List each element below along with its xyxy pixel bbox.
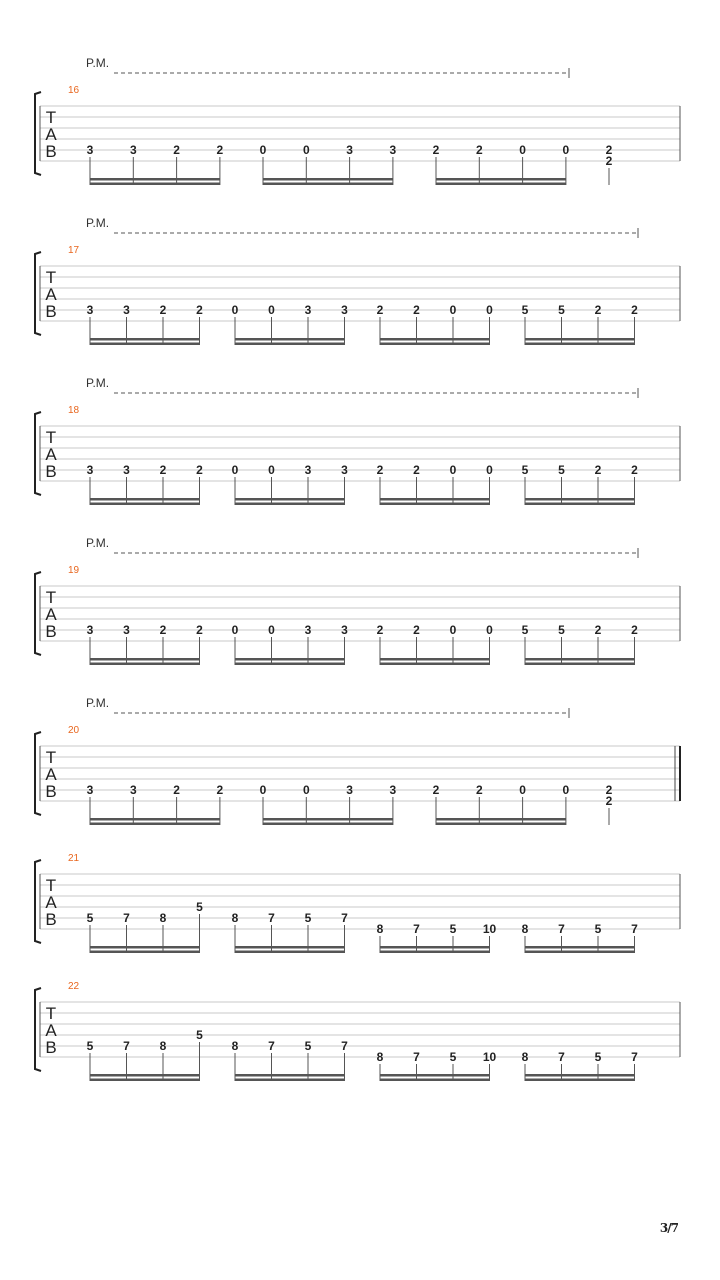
fret-number: 8 [231,911,239,925]
staff-system-21 [35,853,680,953]
beam-secondary [525,343,635,346]
fret-number: 5 [521,463,529,477]
fret-number: 8 [376,1050,384,1064]
fret-number: 7 [631,922,638,936]
fret-number: 0 [449,303,457,317]
fret-number: 2 [216,143,224,157]
fret-number: 7 [413,922,420,936]
beam-primary [90,946,200,949]
tab-letter: B [45,302,57,321]
fret-number: 0 [486,623,493,637]
fret-number: 5 [449,1050,457,1064]
tab-letter: B [45,142,57,161]
page-number: 3/7 [659,1221,678,1235]
fret-number: 2 [594,303,602,317]
beam-primary [90,1074,200,1077]
fret-number: 5 [304,1039,312,1053]
palm-mute-label: P.M. [86,216,110,230]
tab-letter: A [45,125,57,144]
tab-letter: T [45,748,57,767]
tab-letter: T [45,588,57,607]
beam-secondary [235,951,345,954]
fret-number: 5 [558,463,565,477]
measure-number: 22 [68,981,80,992]
fret-number: 2 [631,303,638,317]
fret-number: 3 [304,463,312,477]
fret-number: 7 [268,1039,275,1053]
tab-letter: B [45,910,57,929]
measure-number: 21 [68,853,80,864]
fret-number: 7 [123,1039,130,1053]
staff-system-19 [35,536,680,665]
beam-primary [525,498,635,501]
beam-primary [380,946,490,949]
fret-number: 0 [449,463,457,477]
fret-number: 5 [86,1039,94,1053]
tab-letter: T [45,1004,57,1023]
beam-secondary [436,823,566,826]
beam-secondary [235,663,345,666]
beam-primary [380,338,490,341]
tab-letter: A [45,1021,57,1040]
fret-number: 5 [558,623,565,637]
beam-secondary [380,951,490,954]
staff-system-16 [35,56,680,185]
tab-letter: B [45,782,57,801]
staff-system-17 [35,216,680,345]
beam-secondary [235,503,345,506]
fret-number: 5 [86,911,94,925]
beam-primary [90,818,220,821]
fret-number: 7 [341,1039,348,1053]
fret-number: 2 [413,623,420,637]
fret-number: 7 [558,922,565,936]
beam-primary [525,658,635,661]
beam-secondary [90,503,200,506]
fret-number: 3 [346,143,353,157]
beam-primary [235,338,345,341]
fret-number: 5 [594,922,602,936]
beam-secondary [90,823,220,826]
fret-number: 0 [486,463,493,477]
fret-number: 5 [196,1028,203,1042]
beam-secondary [525,663,635,666]
beam-secondary [380,503,490,506]
fret-number: 2 [196,463,203,477]
tab-letter: T [45,108,57,127]
fret-number: 2 [605,794,613,808]
beam-secondary [263,183,393,186]
fret-number: 2 [376,623,384,637]
fret-number: 8 [159,1039,167,1053]
fret-number: 3 [86,463,94,477]
measure-number: 17 [68,245,80,256]
beam-primary [436,178,566,181]
fret-number: 0 [268,623,275,637]
fret-number: 3 [123,463,130,477]
fret-number: 10 [482,922,497,936]
fret-number: 7 [413,1050,420,1064]
beam-primary [90,498,200,501]
tab-letter: A [45,445,57,464]
beam-primary [235,946,345,949]
fret-number: 3 [304,303,312,317]
fret-number: 8 [376,922,384,936]
beam-secondary [90,183,220,186]
fret-number: 2 [631,623,638,637]
fret-number: 5 [521,303,529,317]
fret-number: 7 [631,1050,638,1064]
fret-number: 0 [268,463,275,477]
beam-primary [525,1074,635,1077]
fret-number: 10 [482,1050,497,1064]
fret-number: 5 [594,1050,602,1064]
fret-number: 2 [594,623,602,637]
fret-number: 2 [376,303,384,317]
fret-number: 7 [268,911,275,925]
tab-letter: T [45,428,57,447]
fret-number: 3 [341,623,348,637]
fret-number: 3 [341,463,348,477]
fret-number: 2 [605,783,613,797]
fret-number: 2 [594,463,602,477]
beam-primary [525,946,635,949]
fret-number: 2 [159,463,167,477]
tab-letter: A [45,893,57,912]
beam-secondary [235,1079,345,1082]
measure-number: 20 [68,725,80,736]
fret-number: 2 [432,143,440,157]
fret-number: 3 [86,303,94,317]
fret-number: 3 [123,623,130,637]
fret-number: 0 [519,783,526,797]
fret-number: 2 [413,303,420,317]
fret-number: 2 [159,623,167,637]
beam-secondary [235,343,345,346]
staff-system-20 [35,696,680,825]
fret-number: 0 [302,143,310,157]
tab-letter: B [45,622,57,641]
fret-number: 5 [304,911,312,925]
fret-number: 2 [376,463,384,477]
tab-letter: B [45,462,57,481]
beam-secondary [90,663,200,666]
tab-letter: B [45,1038,57,1057]
beam-secondary [525,1079,635,1082]
beam-secondary [436,183,566,186]
fret-number: 0 [519,143,526,157]
beam-secondary [525,951,635,954]
palm-mute-label: P.M. [86,56,110,70]
fret-number: 2 [432,783,440,797]
fret-number: 3 [389,783,397,797]
measure-number: 19 [68,565,80,576]
fret-number: 3 [123,303,130,317]
fret-number: 2 [413,463,420,477]
fret-number: 5 [449,922,457,936]
beam-secondary [525,503,635,506]
fret-number: 0 [231,303,239,317]
fret-number: 2 [173,143,180,157]
palm-mute-label: P.M. [86,376,110,390]
fret-number: 5 [196,900,203,914]
fret-number: 0 [268,303,275,317]
beam-secondary [90,1079,200,1082]
fret-number: 8 [521,1050,529,1064]
fret-number: 0 [562,143,570,157]
tab-letter: A [45,285,57,304]
beam-primary [90,338,200,341]
fret-number: 3 [86,143,94,157]
beam-primary [436,818,566,821]
tab-letter: T [45,268,57,287]
fret-number: 2 [216,783,224,797]
fret-number: 0 [449,623,457,637]
beam-secondary [90,343,200,346]
fret-number: 2 [475,783,483,797]
beam-primary [525,338,635,341]
fret-number: 2 [631,463,638,477]
measure-number: 18 [68,405,80,416]
fret-number: 3 [341,303,348,317]
beam-primary [263,178,393,181]
fret-number: 3 [86,783,94,797]
beam-secondary [380,343,490,346]
fret-number: 0 [486,303,493,317]
beam-secondary [263,823,393,826]
fret-number: 0 [259,783,267,797]
fret-number: 2 [196,303,203,317]
fret-number: 2 [605,143,613,157]
fret-number: 2 [605,154,613,168]
fret-number: 2 [475,143,483,157]
fret-number: 7 [558,1050,565,1064]
fret-number: 3 [129,783,137,797]
fret-number: 8 [521,922,529,936]
fret-number: 3 [389,143,397,157]
tab-letter: A [45,765,57,784]
fret-number: 5 [521,623,529,637]
staff-system-22 [35,981,680,1081]
beam-primary [263,818,393,821]
tab-letter: A [45,605,57,624]
fret-number: 5 [558,303,565,317]
fret-number: 3 [129,143,137,157]
beam-primary [90,658,200,661]
beam-primary [380,1074,490,1077]
beam-primary [235,658,345,661]
beam-primary [90,178,220,181]
fret-number: 8 [231,1039,239,1053]
beam-secondary [380,663,490,666]
beam-primary [235,498,345,501]
fret-number: 2 [159,303,167,317]
beam-secondary [380,1079,490,1082]
beam-primary [380,658,490,661]
fret-number: 2 [196,623,203,637]
fret-number: 7 [123,911,130,925]
fret-number: 0 [231,623,239,637]
fret-number: 3 [86,623,94,637]
beam-primary [380,498,490,501]
tab-letter: T [45,876,57,895]
palm-mute-label: P.M. [86,696,110,710]
staff-system-18 [35,376,680,505]
fret-number: 7 [341,911,348,925]
palm-mute-label: P.M. [86,536,110,550]
measure-number: 16 [68,85,80,96]
fret-number: 3 [346,783,353,797]
beam-secondary [90,951,200,954]
fret-number: 8 [159,911,167,925]
fret-number: 0 [562,783,570,797]
fret-number: 0 [231,463,239,477]
fret-number: 2 [173,783,180,797]
beam-primary [235,1074,345,1077]
fret-number: 0 [259,143,267,157]
fret-number: 3 [304,623,312,637]
fret-number: 0 [302,783,310,797]
